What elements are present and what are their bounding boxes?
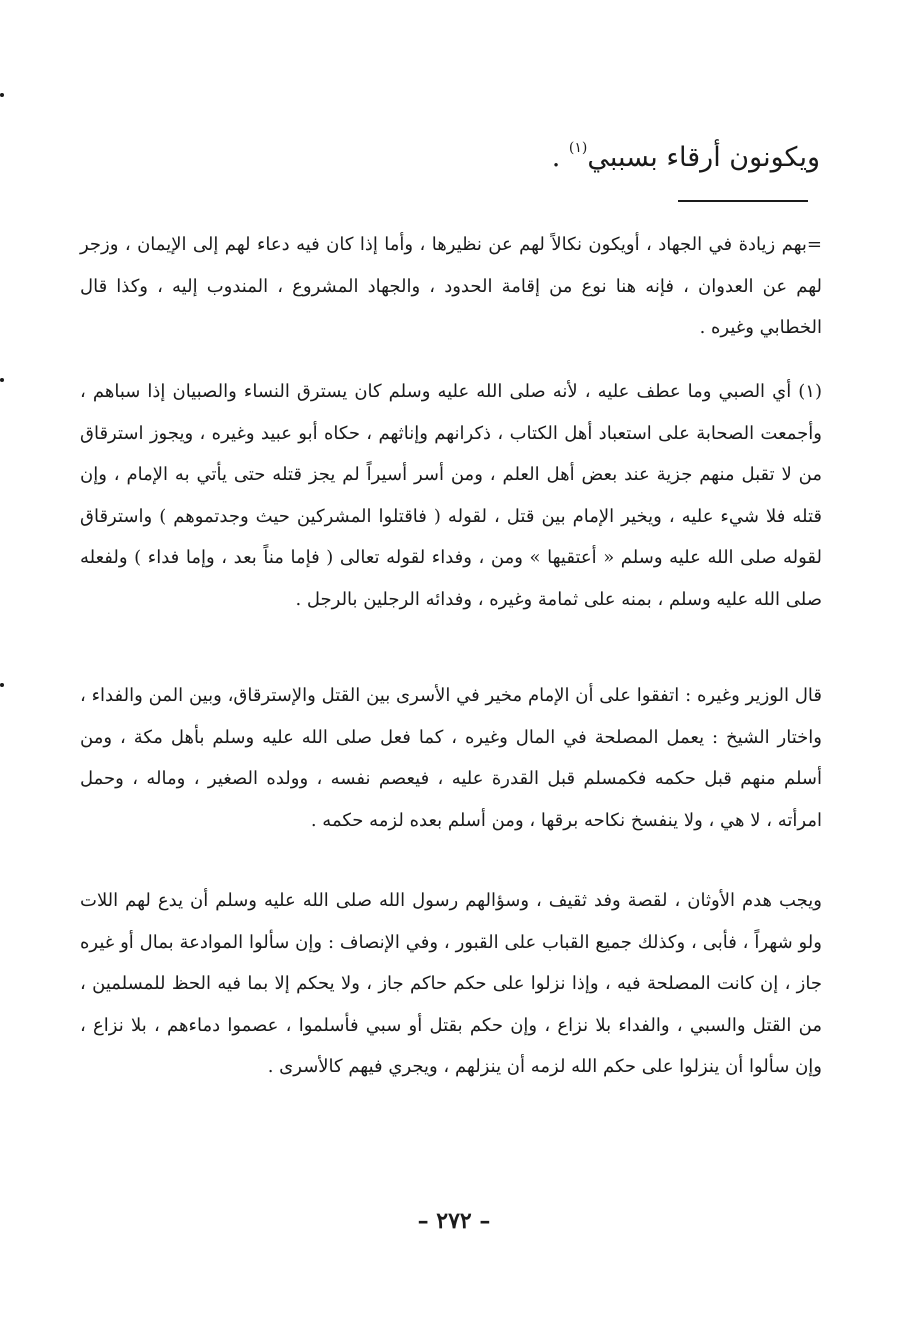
footnote-continuation: =بهم زيادة في الجهاد ، أويكون نكالاً لهم عن نظيرها ، وأما إذا كان فيه دعاء لهم إلى الإيمان ، وزجر لهم عن العدوان ، فإنه هنا نوع من إقامة الحدود ، والجهاد المشروع ، المندوب إليه ، وكذا قال الخطابي وغيره . <box>80 234 822 338</box>
main-text-line <box>260 126 820 180</box>
footnote-separator <box>678 200 808 202</box>
margin-mark <box>0 93 4 97</box>
footnote-1: (١) أي الصبي وما عطف عليه ، لأنه صلى الله عليه وسلم كان يسترق النساء والصبيان إذا سباهم ، وأجمعت الصحابة على استعباد أهل الكتاب ، ذكرانهم وإناثهم ، حكاه أبو عبيد وغيره ، ويجوز استرقاق من لا تقبل منهم جزية عند بعض أهل العلم ، ومن أسر أسيراً لم يجز قتله حتى يأتي به الإمام ، وإن قتله فلا شيء عليه ، ويخير الإمام بين قتل ، لقوله ( فاقتلوا المشركين حيث وجدتموهم ) واسترقاق لقوله صلى الله عليه وسلم « أعتقيها » ومن ، وفداء لقوله تعالى ( فإما مناً بعد ، وإما فداء ) ولفعله صلى الله عليه وسلم ، بمنه على ثمامة وغيره ، وفدائه الرجلين بالرجل . <box>80 381 822 610</box>
footnote-reference: (١) <box>568 140 588 156</box>
paragraph-idols: ويجب هدم الأوثان ، لقصة وفد ثقيف ، وسؤالهم رسول الله صلى الله عليه وسلم أن يدع لهم اللات ولو شهراً ، فأبى ، وكذلك جميع القباب على القبور ، وفي الإنصاف : وإن سألوا الموادعة بمال أو غيره جاز ، إن كانت المصلحة فيه ، وإذا نزلوا على حكم حاكم جاز ، ولا يحكم إلا بما فيه الحظ للمسلمين ، من القتل والسبي ، والفداء بلا نزاع ، وإن حكم بقتل أو سبي فأسلموا ، عصموا دماءهم ، بلا نزاع ، وإن سألوا أن ينزلوا على حكم الله لزمه أن ينزلهم ، ويجري فيهم كالأسرى . <box>80 890 822 1077</box>
page-number: – ٢٧٢ – <box>417 1208 491 1234</box>
main-text: ويكونون أرقاء بسببي <box>587 142 820 173</box>
margin-mark <box>0 378 4 382</box>
main-text-end: . <box>551 142 561 173</box>
margin-mark <box>0 683 4 687</box>
paragraph-vizier: قال الوزير وغيره : اتفقوا على أن الإمام مخير في الأسرى بين القتل والإسترقاق، وبين المن والفداء ، واختار الشيخ : يعمل المصلحة في المال وغيره ، كما فعل صلى الله عليه وسلم بأهل مكة ، ومن أسلم منهم قبل حكمه فكمسلم قبل القدرة عليه ، فيعصم نفسه ، وولده الصغير ، وماله ، وحمل امرأته ، لا هي ، ولا ينفسخ نكاحه برقها ، ومن أسلم بعده لزمه حكمه . <box>80 685 822 831</box>
